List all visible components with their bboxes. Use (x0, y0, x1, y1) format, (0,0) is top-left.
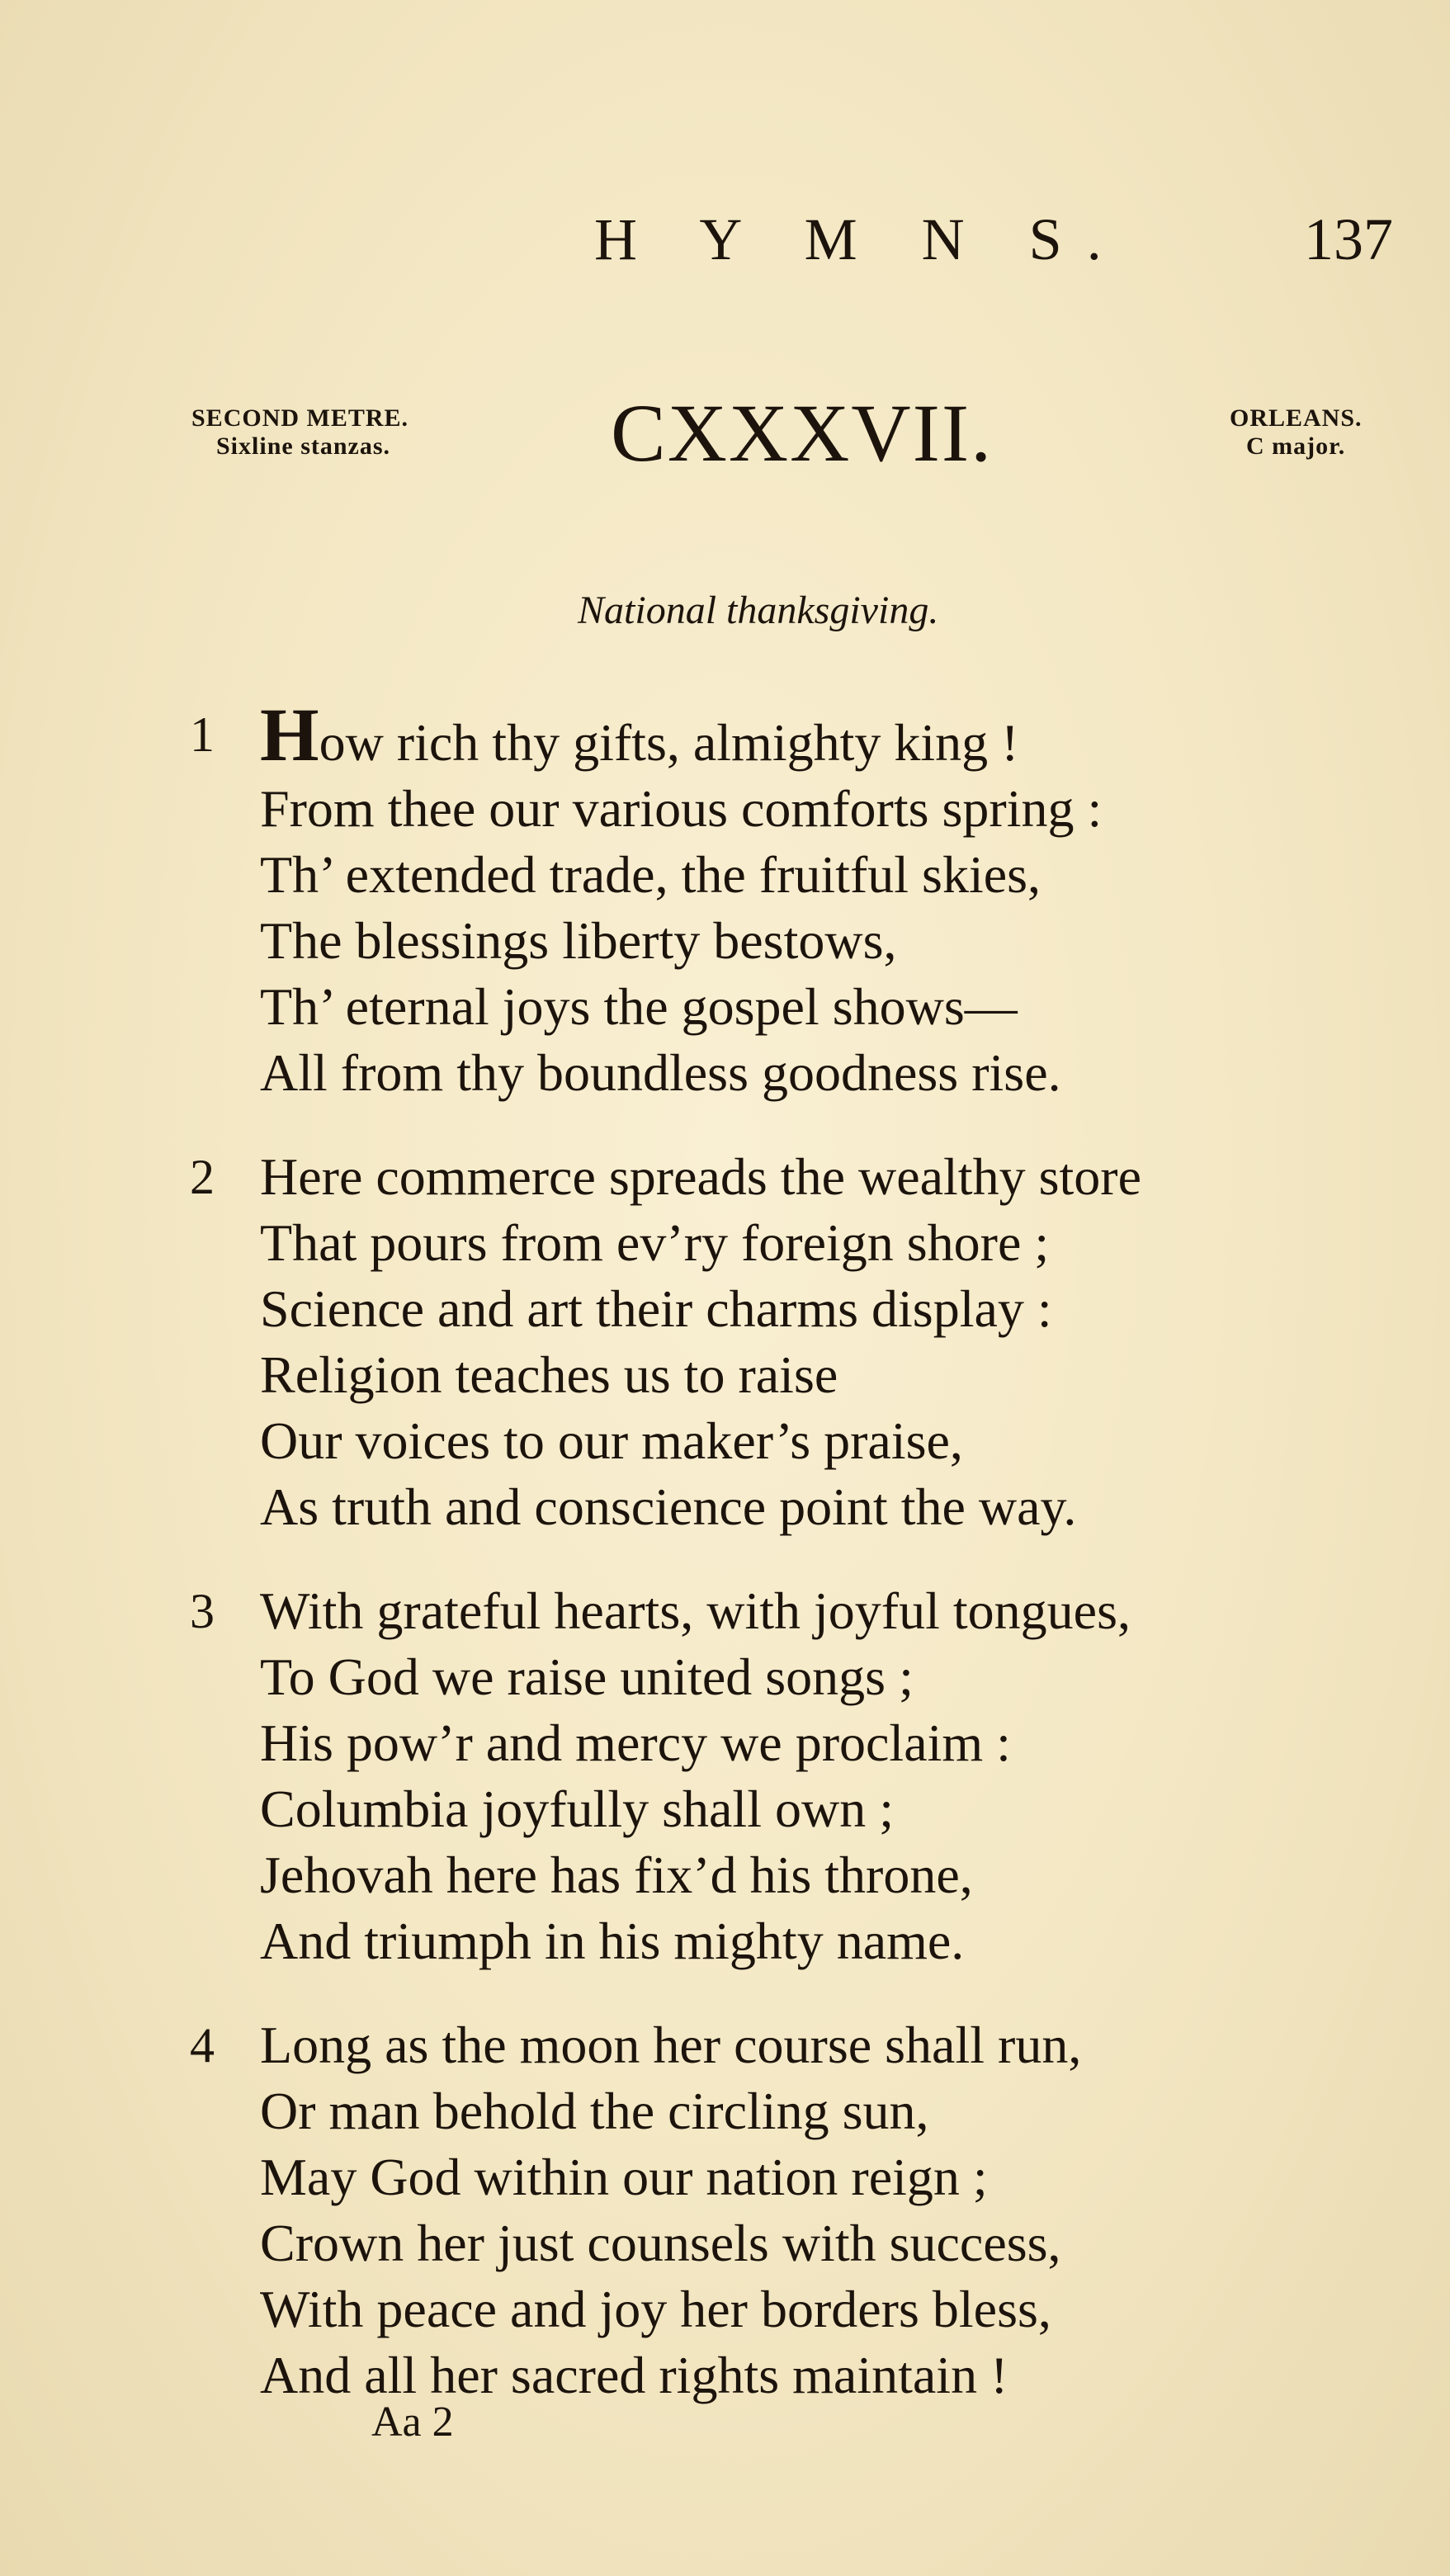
meter-info (191, 404, 538, 461)
tune-info (1230, 404, 1436, 461)
verse-line: Columbia joyfully shall own ; (260, 1780, 894, 1838)
verse-line: With peace and joy her borders bless, (260, 2280, 1051, 2338)
verse-line: Th’ eternal joys the gospel shows— (260, 977, 1018, 1036)
verse-line: All from thy boundless goodness rise. (260, 1043, 1061, 1102)
stanza-number: 4 (190, 2018, 215, 2073)
verse-line: To God we raise united songs ; (260, 1647, 914, 1706)
stanza-2 (190, 1144, 1362, 1540)
verse-line: From thee our various comforts spring : (260, 779, 1103, 838)
verse-line (260, 692, 1362, 777)
running-title: H Y M N S. (594, 206, 1126, 272)
stanza-list (190, 692, 1362, 2446)
stanza-form-label: Sixline stanzas. (216, 432, 391, 460)
hymn-number: CXXXVII. (611, 387, 994, 479)
stanza-lines (260, 692, 1362, 1106)
stanza-4 (190, 2012, 1362, 2408)
verse-line: Our voices to our maker’s praise, (260, 1411, 963, 1470)
stanza-number: 3 (190, 1584, 215, 1638)
verse-line: As truth and conscience point the way. (260, 1477, 1077, 1536)
hymn-subject: National thanksgiving. (578, 588, 939, 632)
verse-line: With grateful hearts, with joyful tongues, (260, 1581, 1131, 1640)
running-head (0, 202, 1450, 277)
verse-line: Th’ extended trade, the fruitful skies, (260, 845, 1041, 904)
printer-signature-mark: Aa 2 (371, 2399, 454, 2446)
tune-label: ORLEANS. (1230, 404, 1363, 432)
stanza-lines (260, 2012, 1362, 2408)
stanza-1 (190, 692, 1362, 1106)
verse-line: Religion teaches us to raise (260, 1345, 838, 1404)
key-label: C major. (1246, 432, 1346, 460)
verse-line: His pow’r and mercy we proclaim : (260, 1713, 1011, 1772)
verse-line: Long as the moon her course shall run, (260, 2016, 1082, 2074)
verse-line: And all her sacred rights maintain ! (260, 2346, 1008, 2404)
verse-line-text: ow rich thy gifts, almighty king ! (319, 713, 1019, 772)
verse-line: Or man behold the circling sun, (260, 2082, 929, 2140)
meter-label: SECOND METRE. (191, 404, 409, 432)
verse-line: The blessings liberty bestows, (260, 911, 897, 970)
verse-line: And triumph in his mighty name. (260, 1912, 965, 1970)
verse-line: Science and art their charms display : (260, 1279, 1052, 1338)
stanza-number: 2 (190, 1150, 215, 1204)
verse-line: Crown her just counsels with success, (260, 2214, 1061, 2272)
stanza-lines (260, 1578, 1362, 1974)
drop-cap: H (260, 692, 319, 777)
verse-line: Here commerce spreads the wealthy store (260, 1147, 1141, 1206)
stanza-3 (190, 1578, 1362, 1974)
stanza-number: 1 (190, 707, 215, 762)
stanza-lines (260, 1144, 1362, 1540)
page-number: 137 (1304, 206, 1393, 272)
verse-line: Jehovah here has fix’d his throne, (260, 1846, 973, 1904)
verse-line: May God within our nation reign ; (260, 2148, 988, 2206)
verse-line: That pours from ev’ry foreign shore ; (260, 1213, 1050, 1272)
